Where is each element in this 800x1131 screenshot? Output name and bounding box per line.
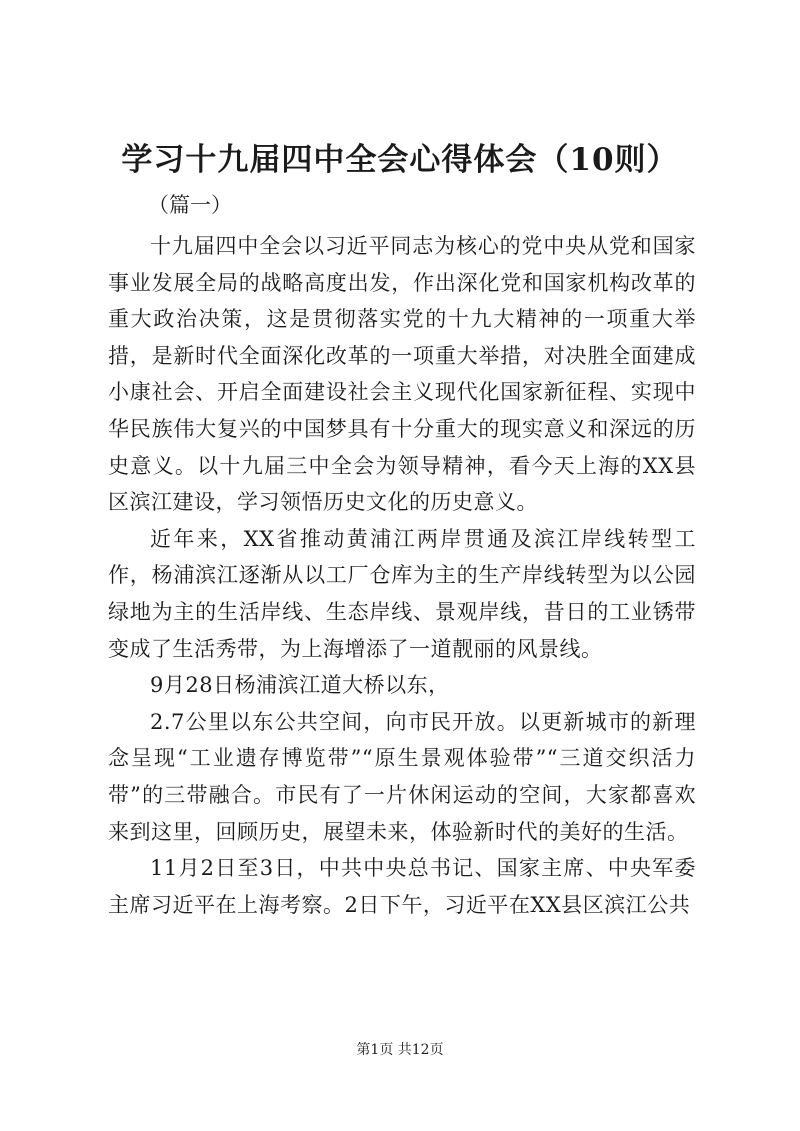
paragraph: 11月2日至3日，中共中央总书记、国家主席、中央军委主席习近平在上海考察。2日下午，习近平在XX县区滨江公共 [108, 856, 696, 917]
section-label: （篇一） [148, 193, 232, 217]
paragraph: 9月28日杨浦滨江道大桥以东， [150, 673, 450, 698]
paragraph: 十九届四中全会以习近平同志为核心的党中央从党和国家事业发展全局的战略高度出发，作出深化党和国家机构改革的重大政治决策，这是贯彻落实党的十九大精神的一项重大举措，是新时代全面深化改革的一项重大举措，对决胜全面建成小康社会、开启全面建设社会主义现代化国家新征程、实现中华民族伟大复兴的中国梦具有十分重大的现实意义和深远的历史意义。以十九届三中全会为领导精神，看今天上海的XX县区滨江建设，学习领悟历史文化的历史意义。 [108, 234, 696, 515]
document-body [108, 228, 696, 923]
paragraph: 2.7公里以东公共空间，向市民开放。以更新城市的新理念呈现“工业遗存博览带”“原生景观体验带”“三道交织活力带”的三带融合。市民有了一片休闲运动的空间，大家都喜欢来到这里，回顾历史，展望未来，体验新时代的美好的生活。 [108, 709, 696, 844]
page-footer: 第1页 共12页 [356, 1042, 444, 1058]
document-title: 学习十九届四中全会心得体会（10则） [121, 142, 679, 178]
paragraph: 近年来，XX省推动黄浦江两岸贯通及滨江岸线转型工作，杨浦滨江逐渐从以工厂仓库为主的生产岸线转型为以公园绿地为主的生活岸线、生态岸线、景观岸线，昔日的工业锈带变成了生活秀带，为上海增添了一道靓丽的风景线。 [108, 526, 696, 661]
